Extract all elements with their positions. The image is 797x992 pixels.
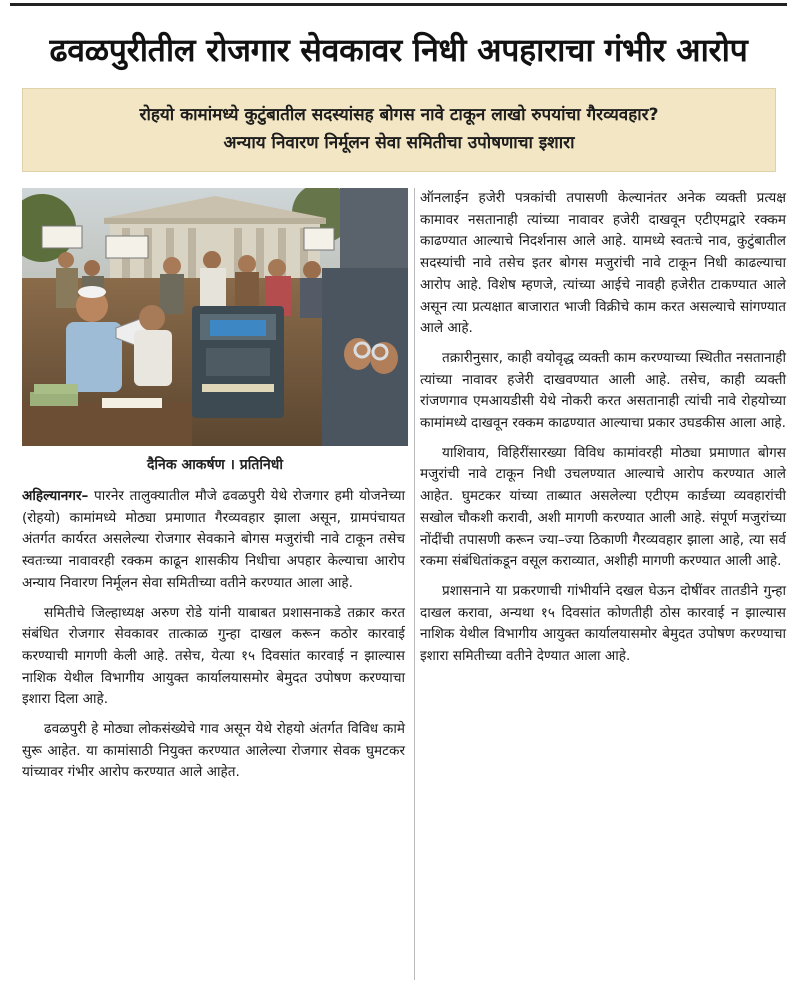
article-paragraph: याशिवाय, विहिरींसारख्या विविध कामांवरही मोठ्या प्रमाणात बोगस मजुरांची नावे टाकून निधी उचलण्यात आल्याचे आरोप करण्यात आले आहेत. घुमटकर यांच्या ताब्यात असलेल्या एटीएम कार्डच्या व्यवहारांची सखोल चौकशी करावी, अशी मागणी करण्यात आली आहे. संपूर्ण मजुरांच्या नोंदींची तपासणी करून ज्या–ज्या ठिकाणी गैरव्यवहार झाला आहे, त्या सर्व रकमा संबंधितांकडून वसूल कराव्यात, अशीही मागणी करण्यात आली आहे. [420,444,786,570]
article-left-column [22,486,405,792]
photo-caption: दैनिक आकर्षण । प्रतिनिधी [147,457,283,473]
deck-line-2: अन्याय निवारण निर्मूलन सेवा समितीचा उपोषणाचा इशारा [223,133,575,153]
dateline: अहिल्यानगर– [22,488,89,504]
article-right-column [420,188,786,676]
atm-machine [192,306,284,418]
top-rule [10,3,787,6]
column-divider [414,188,415,980]
article-paragraph: ढवळपुरी हे मोठ्या लोकसंख्येचे गाव असून येथे रोहयो अंतर्गत विविध कामे सुरू आहेत. या कामांसाठी नियुक्त करण्यात आलेल्या रोजगार सेवक घुमटकर यांच्यावर गंभीर आरोप करण्यात आले आहेत. [22,721,405,781]
article-paragraph: प्रशासनाने या प्रकरणाची गांभीर्याने दखल घेऊन दोषींवर तातडीने गुन्हा दाखल करावा, अन्यथा १५ दिवसांत कोणतीही ठोस कारवाई न झाल्यास नाशिक येथील विभागीय आयुक्त कार्यालयासमोर बेमुदत उपोषण करण्याचा इशारा समितीच्या वतीने देण्यात आला आहे. [420,582,786,665]
article-paragraph [22,486,405,595]
headline: ढवळपुरीतील रोजगार सेवकावर निधी अपहाराचा गंभीर आरोप [49,31,748,69]
protest-illustration [22,188,408,446]
paragraph-text: पारनेर तालुक्यातील मौजे ढवळपुरी येथे रोजगार हमी योजनेच्या (रोहयो) कामांमध्ये मोठ्या प्रमाणात गैरव्यवहार झाला असून, ग्रामपंचायत अंतर्गत कार्यरत असलेल्या रोजगार सेवकाने बोगस मजुरांची नावे टाकून तसेच स्वतःच्या नावावरही रक्कम काढून शासकीय निधीचा अपहार केल्याचा आरोप अन्याय निवारण निर्मूलन सेवा समितीच्या वतीने करण्यात आला आहे. [22,488,405,591]
article-paragraph: तक्रारीनुसार, काही वयोवृद्ध व्यक्ती काम करण्याच्या स्थितीत नसतानाही त्यांच्या नावावर हजेरी दाखवण्यात आली आहे. तसेच, काही व्यक्ती रांजणगाव एमआयडीसी येथे नोकरी करत असतानाही त्यांची नावे रोहयोच्या कामांमध्ये दाखवून रक्कम काढण्यात आल्याचा प्रकार उघडकीस आला आहे. [420,349,786,432]
article-paragraph: समितीचे जिल्हाध्यक्ष अरुण रोडे यांनी याबाबत प्रशासनाकडे तक्रार करत संबंधित रोजगार सेवकावर तात्काळ गुन्हा दाखल करून कठोर कारवाई करण्याची मागणी केली आहे. तसेच, येत्या १५ दिवसांत कारवाई न झाल्यास नाशिक येथील विभागीय आयुक्त कार्यालयासमोर बेमुदत उपोषण करण्याचा इशारा दिला आहे. [22,604,405,708]
deck-box [22,88,776,172]
deck-line-1: रोहयो कामांमध्ये कुटुंबातील सदस्यांसह बोगस नावे टाकून लाखो रुपयांचा गैरव्यवहार? [139,105,659,125]
article-paragraph: ऑनलाईन हजेरी पत्रकांची तपासणी केल्यानंतर अनेक व्यक्ती प्रत्यक्ष कामावर नसतानाही त्यांच्या नावावर हजेरी दाखवून एटीएमद्वारे रक्कम काढण्यात आल्याचे निदर्शनास आले आहे. यामध्ये स्वतःचे नाव, कुटुंबातील सदस्यांची नावे तसेच इतर बोगस मजुरांची नावे टाकून निधी काढल्याचा आरोप आहे. विशेष म्हणजे, त्यांच्या आईचे नावही हजेरीत टाकण्यात आले असून त्या प्रत्यक्षात बाजारात भाजी विक्रीचे काम करत असल्याचे सांगण्यात आले आहे. [420,190,786,337]
news-photo [22,188,408,446]
